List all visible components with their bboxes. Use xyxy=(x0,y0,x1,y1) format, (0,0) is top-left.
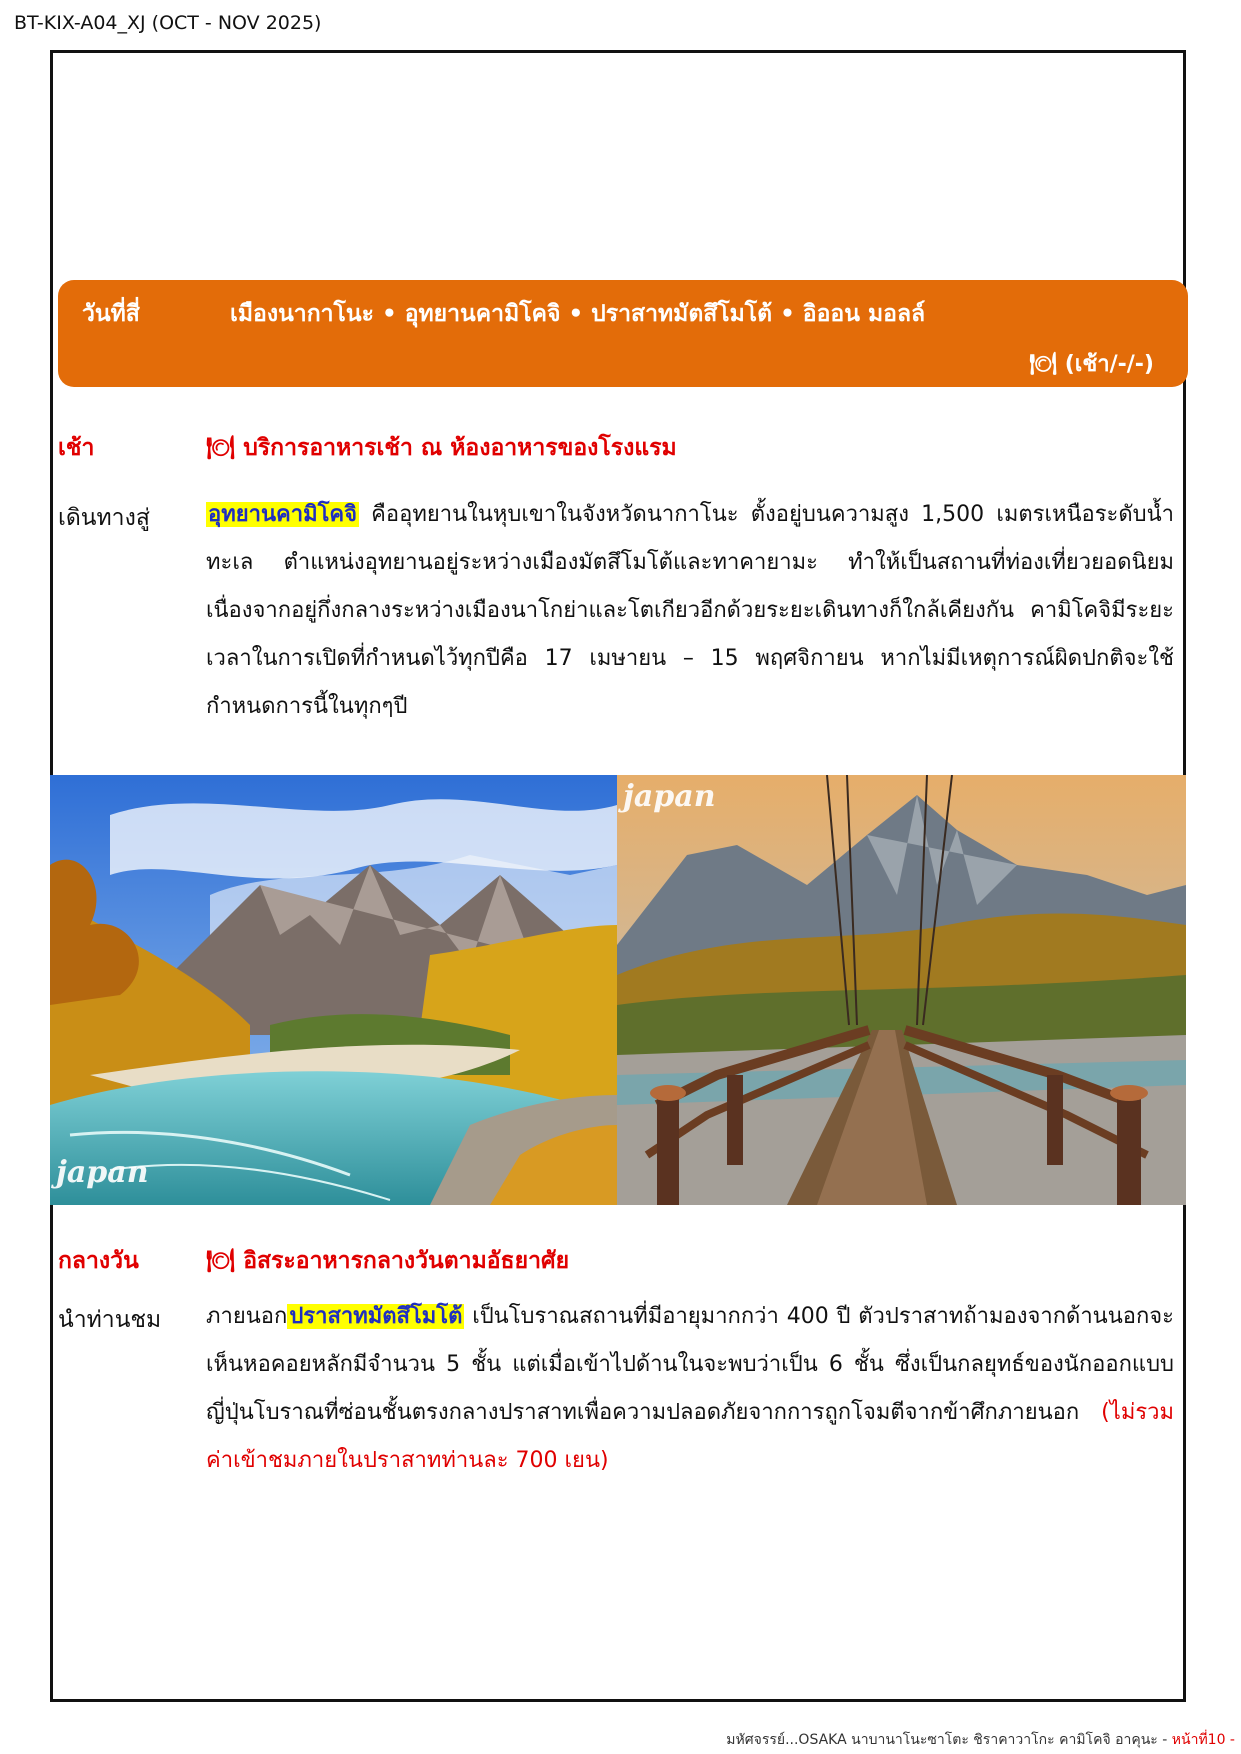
kamikochi-text: คืออุทยานในหุบเขาในจังหวัดนากาโนะ ตั้งอยู่บนความสูง 1,500 เมตรเหนือระดับน้ำทะเล ตำแหน่งอุทยานอยู่ระหว่างเมืองมัตสึโมโต้และทาคายามะ ทำให้เป็นสถานที่ท่องเที่ยวยอดนิยม เนื่องจากอยู่กึ่งกลางระหว่างเมืองนาโกย่าและโตเกียวอีกด้วยระยะเดินทางก็ใกล้เคียงกัน คามิโคจิมีระยะเวลาในการเปิดที่กำหนดไว้ทุกปีคือ 17 เมษายน – 15 พฤศจิกายน หากไม่มีเหตุการณ์ผิดปกติจะใช้กำหนดการนี้ในทุกๆปี xyxy=(206,502,1174,719)
lunch-label: กลางวัน xyxy=(58,1248,139,1274)
kappa-bridge-photo xyxy=(617,775,1186,1205)
travel-label: เดินทางสู่ xyxy=(58,505,150,531)
day-banner xyxy=(58,280,1188,387)
day-title: วันที่สี่ xyxy=(82,301,140,327)
tour-code: BT-KIX-A04_XJ (OCT - NOV 2025) xyxy=(14,12,322,34)
page-footer xyxy=(726,1729,1235,1751)
matsumoto-text: เป็นโบราณสถานที่มีอายุมากกว่า 400 ปี ตัวปราสาทถ้ามองจากด้านนอกจะเห็นหอคอยหลักมีจำนวน 5 ชั้น แต่เมื่อเข้าไปด้านในจะพบว่าเป็น 6 ชั้น ซึ่งเป็นกลยุทธ์ของนักออกแบบญี่ปุ่นโบราณที่ซ่อนชั้นตรงกลางปราสาทเพื่อความปลอดภัยจากการถูกโจมตีจากข้าศึกภายนอก xyxy=(206,1304,1174,1425)
page-number: หน้าที่10 - xyxy=(1171,1732,1235,1748)
visit-label: นำท่านชม xyxy=(58,1307,162,1333)
kamikochi-paragraph xyxy=(206,491,1174,731)
morning-label: เช้า xyxy=(58,435,95,461)
matsumoto-paragraph xyxy=(206,1293,1174,1485)
matsumoto-highlight: ปราสาทมัตสึโมโต้ xyxy=(289,1304,463,1329)
breakfast-line: 🍽 บริการอาหารเช้า ณ ห้องอาหารของโรงแรม xyxy=(206,435,677,461)
left-watermark: japan xyxy=(56,1155,149,1190)
day-meals: 🍽 (เช้า/-/-) xyxy=(1029,352,1154,377)
bridge-illustration xyxy=(617,775,1186,1205)
kamikochi-river-photo xyxy=(50,775,617,1205)
matsumoto-prefix: ภายนอก xyxy=(206,1304,288,1329)
footer-title: มหัศจรรย์...OSAKA นาบานาโนะซาโตะ ชิราคาวาโกะ คามิโคจิ อาคุนะ - xyxy=(726,1732,1172,1748)
river-illustration xyxy=(50,775,617,1205)
kamikochi-highlight: อุทยานคามิโคจิ xyxy=(208,502,357,527)
lunch-line: 🍽 อิสระอาหารกลางวันตามอัธยาศัย xyxy=(206,1248,570,1274)
day-route: เมืองนากาโนะ • อุทยานคามิโคจิ • ปราสาทมัตสึโมโต้ • อิออน มอลล์ xyxy=(230,301,926,327)
right-watermark: japan xyxy=(623,779,716,814)
admission-note: (ไม่รวมค่าเข้าชมภายในปราสาทท่านละ 700 เยน) xyxy=(206,1400,1174,1473)
